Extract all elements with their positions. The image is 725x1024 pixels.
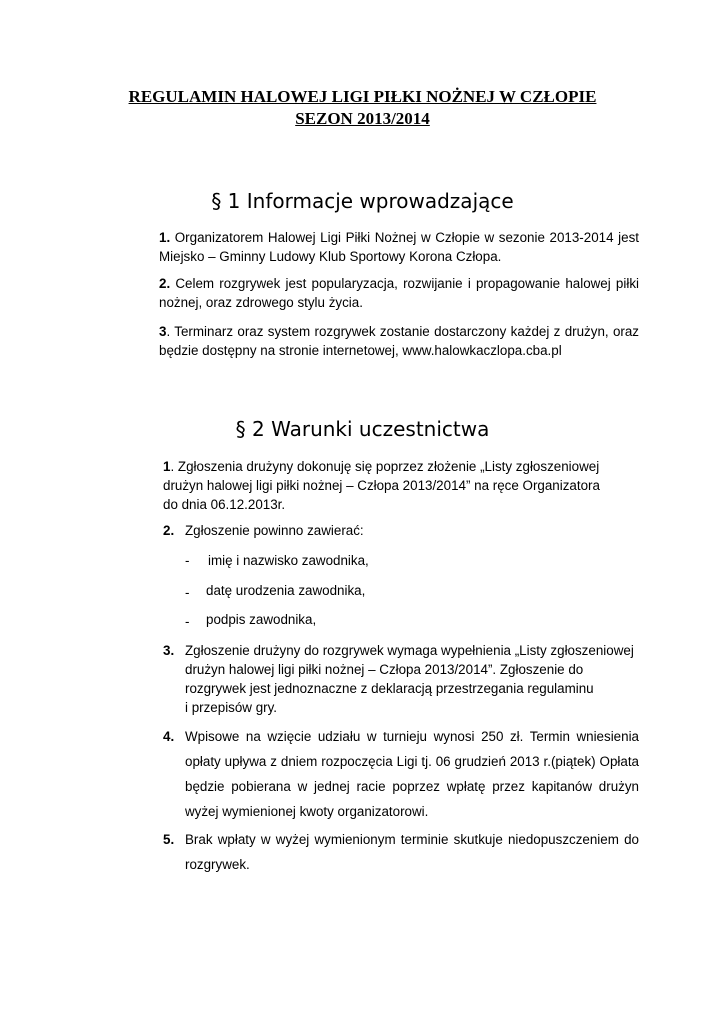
section2-item-4-number: 4. bbox=[163, 729, 175, 744]
section2-item-3-number: 3. bbox=[163, 643, 175, 658]
item-text: Organizatorem Halowej Ligi Piłki Nożnej w Człopie w sezonie 2013-2014 jest Miejsko – Gminny Ludowy Klub Sportowy Korona Człopa. bbox=[159, 230, 639, 264]
bullet-text: imię i nazwisko zawodnika, bbox=[208, 553, 369, 568]
section2-item-3-line: drużyn halowej ligi piłki nożnej – Człopa 2013/2014”. Zgłoszenie do bbox=[185, 662, 584, 677]
document-title-line1: REGULAMIN HALOWEJ LIGI PIŁKI NOŻNEJ W CZŁOPIE bbox=[128, 87, 597, 106]
item-number: 2. bbox=[159, 276, 171, 291]
section2-item-3-line: Zgłoszenie drużyny do rozgrywek wymaga wypełnienia „Listy zgłoszeniowej bbox=[185, 643, 634, 658]
section2-item-1-line2: drużyn halowej ligi piłki nożnej – Człopa 2013/2014” na ręce Organizatora bbox=[163, 478, 600, 493]
item-line: rozgrywek. bbox=[185, 857, 250, 872]
section2-item-1-line3: do dnia 06.12.2013r. bbox=[163, 497, 286, 512]
bullet-dash: - bbox=[185, 585, 190, 600]
bullet-text: datę urodzenia zawodnika, bbox=[206, 583, 366, 598]
document-title-line2: SEZON 2013/2014 bbox=[295, 109, 430, 128]
section2-item-5-body bbox=[185, 827, 639, 877]
section2-item-4-body bbox=[185, 724, 639, 824]
item-number: 1 bbox=[163, 459, 171, 474]
item-line: Wpisowe na wzięcie udziału w turnieju wynosi 250 zł. Termin wniesienia bbox=[185, 729, 639, 744]
item-line: wyżej wymienionej kwoty organizatorowi. bbox=[185, 804, 429, 819]
section2-item-3-line: i przepisów gry. bbox=[185, 700, 278, 715]
section1-item-3 bbox=[159, 322, 639, 360]
item-line: Brak wpłaty w wyżej wymienionym terminie skutkuje niedopuszczeniem do bbox=[185, 832, 639, 847]
section2-item-5-number: 5. bbox=[163, 832, 175, 847]
item-text: . Zgłoszenia drużyny dokonuję się poprzez złożenie „Listy zgłoszeniowej bbox=[170, 459, 600, 474]
item-number: 3 bbox=[159, 324, 167, 339]
section1-item-2 bbox=[159, 274, 639, 312]
item-line: opłaty upływa z dniem rozpoczęcia Ligi tj. 06 grudzień 2013 r.(piątek) Opłata bbox=[185, 754, 639, 769]
item-number: 1. bbox=[159, 230, 171, 245]
section2-item-3-line: rozgrywek jest jednoznaczne z deklaracją przestrzegania regulaminu bbox=[185, 681, 594, 696]
section2-item-2-text: Zgłoszenie powinno zawierać: bbox=[185, 523, 364, 538]
section1-item-1 bbox=[159, 228, 639, 266]
bullet-dash: - bbox=[185, 614, 190, 629]
section2-item-2-number: 2. bbox=[163, 523, 175, 538]
item-line: będzie pobierana w jednej racie poprzez wpłatę przez kapitanów drużyn bbox=[185, 779, 639, 794]
section2-heading: § 2 Warunki uczestnictwa bbox=[235, 417, 490, 441]
bullet-dash: - bbox=[185, 553, 190, 568]
bullet-text: podpis zawodnika, bbox=[206, 612, 317, 627]
item-text: . Terminarz oraz system rozgrywek zostanie dostarczony każdej z drużyn, oraz będzie dostępny na stronie internetowej, www.halowkaczlopa.cba.pl bbox=[159, 324, 639, 358]
section2-item-1-line1 bbox=[163, 457, 599, 476]
section1-heading: § 1 Informacje wprowadzające bbox=[211, 189, 514, 213]
item-text: Celem rozgrywek jest popularyzacja, rozwijanie i propagowanie halowej piłki nożnej, oraz zdrowego stylu życia. bbox=[159, 276, 639, 310]
